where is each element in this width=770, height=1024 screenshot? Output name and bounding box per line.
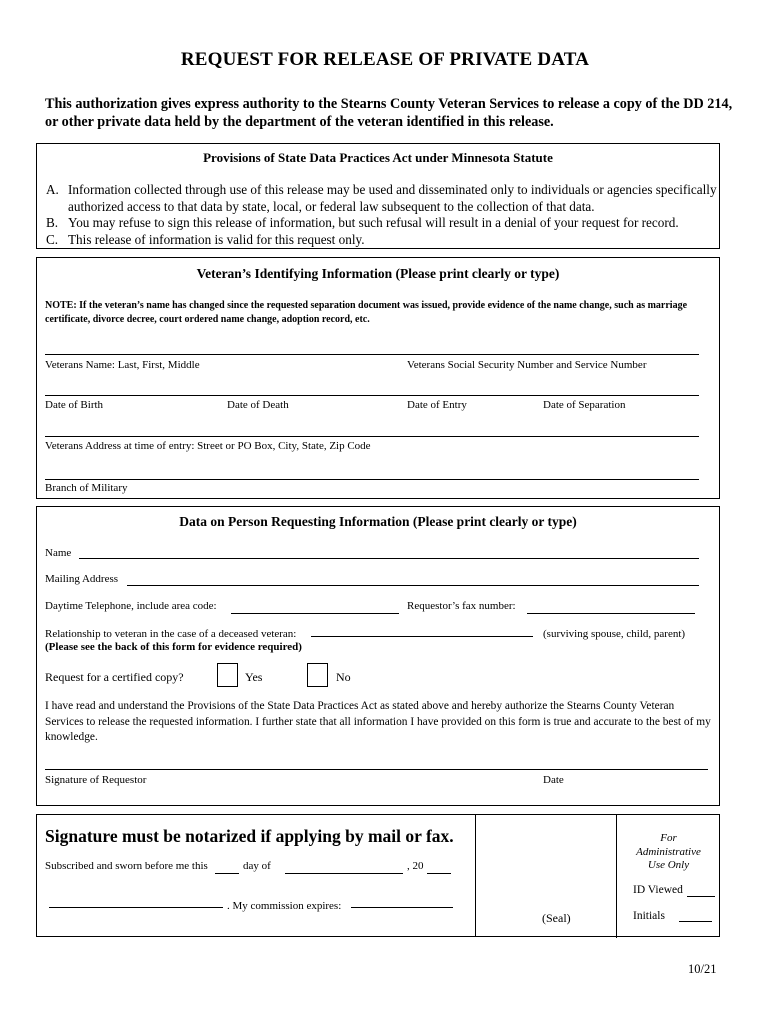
evidence-note: (Please see the back of this form for evidence required) (45, 641, 302, 653)
sworn-day-field[interactable] (215, 873, 239, 874)
sworn-month-field[interactable] (285, 873, 403, 874)
date-label: Date (543, 774, 564, 786)
initials-label: Initials (633, 910, 665, 922)
relationship-label: Relationship to veteran in the case of a deceased veteran: (45, 628, 297, 640)
initials-field[interactable] (679, 921, 712, 922)
sworn-prefix: Subscribed and sworn before me this (45, 860, 208, 872)
fax-field[interactable] (527, 613, 695, 614)
entry-date-label: Date of Entry (407, 399, 467, 411)
signature-label: Signature of Requestor (45, 774, 147, 786)
admin-line-3: Use Only (647, 859, 690, 871)
page-title: REQUEST FOR RELEASE OF PRIVATE DATA (180, 49, 590, 70)
relationship-hint: (surviving spouse, child, parent) (543, 628, 686, 640)
requester-name-label: Name (45, 547, 72, 559)
veteran-ssn-label: Veterans Social Security Number and Service Number (407, 359, 647, 371)
admin-line-2: Administrative (636, 845, 701, 858)
veteran-heading: Veteran’s Identifying Information (Please print clearly or type) (196, 266, 560, 281)
seal-text: (Seal) (542, 911, 571, 925)
provision-item (46, 232, 726, 249)
notary-box (36, 814, 476, 937)
veteran-dates-field[interactable] (45, 395, 699, 396)
provision-item (46, 215, 726, 232)
veteran-info-box (36, 257, 720, 499)
phone-label: Daytime Telephone, include area code: (45, 600, 217, 612)
provision-letter: A. (46, 182, 59, 197)
requester-box (36, 506, 720, 806)
sworn-day-of: day of (243, 860, 271, 872)
mailing-address-field[interactable] (127, 585, 699, 586)
dod-label: Date of Death (227, 399, 289, 411)
requester-signature-field[interactable] (45, 769, 708, 770)
intro-text: This authorization gives express authority to the Stearns County Veteran Services to release a copy of the DD 214, or other private data held by the department of the veteran identified in this release. (45, 96, 733, 130)
id-viewed-label: ID Viewed (633, 884, 683, 896)
veteran-name-label: Veterans Name: Last, First, Middle (45, 359, 200, 371)
revision-date: 10/21 (688, 962, 717, 976)
provision-item (46, 182, 726, 216)
veteran-address-field[interactable] (45, 436, 699, 437)
branch-label: Branch of Military (45, 482, 128, 494)
admin-title (617, 832, 720, 873)
provision-letter: C. (46, 232, 59, 247)
provisions-heading: Provisions of State Data Practices Act under Minnesota Statute (203, 150, 553, 165)
branch-field[interactable] (45, 479, 699, 480)
dob-label: Date of Birth (45, 399, 104, 411)
commission-date-field[interactable] (351, 907, 453, 908)
commission-label: . My commission expires: (227, 900, 342, 912)
yes-label: Yes (245, 670, 263, 684)
requester-name-field[interactable] (79, 558, 699, 559)
sworn-year-field[interactable] (427, 873, 451, 874)
provision-text: This release of information is valid for this request only. (68, 232, 365, 247)
no-label: No (336, 670, 351, 684)
authorization-statement: I have read and understand the Provisions of the State Data Practices Act as stated above and hereby authorize the Stearns County Veteran Services to release the requested information. I further state that all information I have provided on this form is true and accurate to the best of my knowledge. (45, 700, 711, 743)
provision-letter: B. (46, 215, 59, 230)
mailing-address-label: Mailing Address (45, 573, 119, 585)
notary-name-field[interactable] (49, 907, 223, 908)
relationship-field[interactable] (311, 636, 533, 637)
separation-date-label: Date of Separation (543, 399, 626, 411)
admin-box (475, 814, 720, 937)
provision-text: Information collected through use of this release may be used and disseminated only to individuals or agencies specifically authorized access to that data by state, local, or federal law subsequent to the collection of that data. (68, 182, 717, 214)
veteran-note: NOTE: If the veteran’s name has changed since the requested separation document was issued, provide evidence of the name change, such as marriage certificate, divorce decree, court ordered name change, adoption record, etc. (45, 300, 688, 325)
certified-copy-label: Request for a certified copy? (45, 670, 184, 684)
provision-text: You may refuse to sign this release of information, but such refusal will result in a denial of your request for record. (68, 215, 679, 230)
no-checkbox[interactable] (307, 663, 328, 687)
provisions-box (36, 143, 720, 249)
veteran-address-label: Veterans Address at time of entry: Street or PO Box, City, State, Zip Code (45, 440, 371, 452)
id-viewed-field[interactable] (687, 896, 715, 897)
phone-field[interactable] (231, 613, 399, 614)
sworn-year-prefix: , 20 (407, 860, 424, 872)
requester-heading: Data on Person Requesting Information (Please print clearly or type) (179, 514, 577, 529)
fax-label: Requestor’s fax number: (407, 600, 516, 612)
notary-heading: Signature must be notarized if applying by mail or fax. (45, 826, 454, 846)
yes-checkbox[interactable] (217, 663, 238, 687)
admin-line-1: For (660, 832, 677, 844)
veteran-name-field[interactable] (45, 354, 699, 355)
